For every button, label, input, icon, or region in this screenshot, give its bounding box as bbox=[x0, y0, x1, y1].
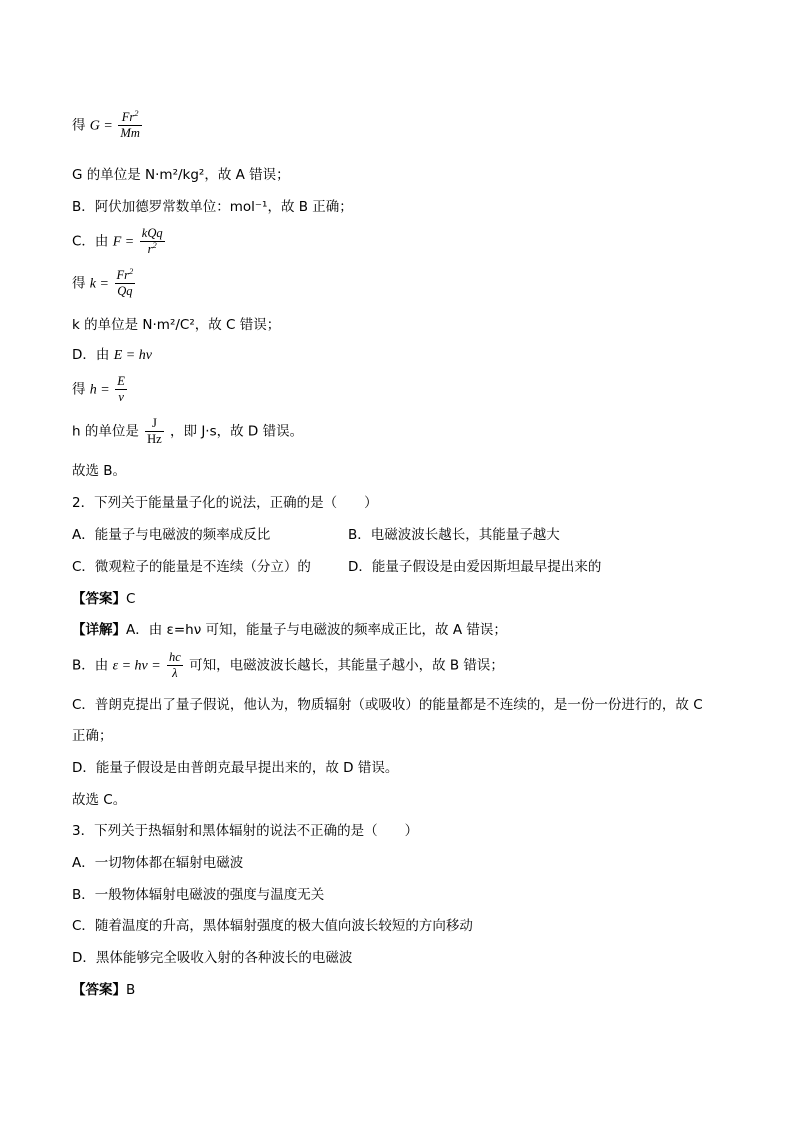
h-unit-denominator: Hz bbox=[147, 432, 162, 446]
q2-option-a: A．能量子与电磁波的频率成反比 bbox=[72, 527, 271, 543]
k-numerator: Fr bbox=[116, 268, 130, 282]
q2-stem: 2．下列关于能量量子化的说法，正确的是（ ） bbox=[72, 495, 378, 511]
prefix-text: 得 bbox=[72, 117, 86, 134]
formula-g-line bbox=[72, 107, 144, 141]
energy-denominator: λ bbox=[172, 666, 178, 680]
h-unit-numerator: J bbox=[145, 416, 164, 432]
g-symbol: G bbox=[89, 118, 100, 134]
q3-stem: 3．下列关于热辐射和黑体辐射的说法不正确的是（ ） bbox=[72, 823, 419, 839]
equals-sign: = bbox=[104, 118, 113, 134]
q2-option-c: C．微观粒子的能量是不连续（分立）的 bbox=[72, 559, 311, 575]
answer-tag: 【答案】 bbox=[72, 591, 126, 607]
k-denominator: Qq bbox=[117, 284, 133, 298]
h-denominator: ν bbox=[118, 390, 124, 404]
g-numerator: Fr bbox=[121, 110, 135, 124]
q2-detail-a bbox=[72, 621, 507, 639]
q3-option-a: A．一切物体都在辐射电磁波 bbox=[72, 855, 244, 871]
h-symbol: h bbox=[89, 382, 97, 398]
g-fraction bbox=[118, 107, 141, 141]
q2-detail-c-line1: C．普朗克提出了量子假说，他认为，物质辐射（或吸收）的能量都是不连续的，是一份一份进行的，故 C bbox=[72, 697, 703, 713]
q1-final-answer: 故选 B。 bbox=[72, 463, 127, 479]
k-fraction bbox=[115, 265, 136, 299]
q3-option-c: C．随着温度的升高，黑体辐射强度的极大值向波长较短的方向移动 bbox=[72, 918, 473, 934]
g-denominator: Mm bbox=[120, 126, 140, 140]
coulomb-numerator: kQq bbox=[141, 226, 163, 240]
answer-value: B bbox=[126, 982, 136, 998]
q2-options-row-2 bbox=[72, 558, 722, 576]
q2-answer bbox=[72, 590, 135, 608]
prefix-text: 得 bbox=[72, 275, 86, 292]
prefix-text: 得 bbox=[72, 381, 86, 398]
h-fraction bbox=[115, 374, 127, 405]
h-unit-prefix: h 的单位是 bbox=[72, 423, 139, 440]
prefix-text: B．由 bbox=[72, 657, 109, 674]
energy-equation: ε = hν = bbox=[112, 658, 161, 674]
prefix-text: D．由 bbox=[72, 347, 110, 363]
prefix-text: C．由 bbox=[72, 233, 109, 250]
q2-detail-c-line2: 正确； bbox=[72, 728, 113, 744]
g-unit-line: G 的单位是 N·m²/kg²，故 A 错误； bbox=[72, 167, 290, 183]
q2-options-row-1 bbox=[72, 526, 722, 544]
k-unit-line: k 的单位是 N·m²/C²，故 C 错误； bbox=[72, 317, 281, 333]
q3-option-d: D．黑体能够完全吸收入射的各种波长的电磁波 bbox=[72, 950, 353, 966]
h-unit-suffix: ，即 J·s，故 D 错误。 bbox=[170, 423, 304, 440]
coulomb-denominator-exp: 2 bbox=[152, 239, 157, 250]
q3-option-b: B．一般物体辐射电磁波的强度与温度无关 bbox=[72, 887, 325, 903]
h-unit-fraction bbox=[145, 416, 164, 447]
h-formula-line: 得 h = $\frac{E}{\nu}$ bbox=[72, 374, 125, 404]
detail-a-text: A．由 ε=hν 可知，能量子与电磁波的频率成正比，故 A 错误； bbox=[126, 622, 507, 638]
h-unit-line bbox=[72, 416, 303, 447]
q3-answer bbox=[72, 981, 135, 999]
g-numerator-exp: 2 bbox=[134, 107, 139, 118]
answer-value: C bbox=[126, 591, 136, 607]
k-numerator-exp: 2 bbox=[129, 265, 134, 276]
answer-tag: 【答案】 bbox=[72, 982, 126, 998]
energy-numerator: hc bbox=[168, 650, 181, 664]
q2-detail-d: D．能量子假设是由普朗克最早提出来的，故 D 错误。 bbox=[72, 760, 399, 776]
option-b-explanation: B．阿伏加德罗常数单位：mol⁻¹，故 B 正确； bbox=[72, 199, 353, 215]
h-numerator: E bbox=[117, 374, 125, 388]
detail-tag: 【详解】 bbox=[72, 622, 126, 638]
f-symbol: F bbox=[112, 234, 122, 250]
q2-option-d: D．能量子假设是由爱因斯坦最早提出来的 bbox=[348, 559, 602, 575]
coulomb-denominator: r bbox=[147, 242, 153, 256]
q2-option-b: B．电磁波波长越长，其能量子越大 bbox=[348, 527, 560, 543]
energy-fraction bbox=[167, 650, 183, 681]
q2-final-answer: 故选 C。 bbox=[72, 792, 127, 808]
k-formula-line: 得 k = $\frac{Fr^2}{Qq}$ bbox=[72, 265, 134, 298]
detail-b-suffix: 可知，电磁波波长越长，其能量子越小，故 B 错误； bbox=[189, 657, 504, 674]
q2-detail-b bbox=[72, 650, 504, 681]
coulomb-formula-line: C．由 F = $\frac{\text{kQq}}{r^2}$ bbox=[72, 226, 163, 256]
planck-equation: E = hν bbox=[113, 348, 152, 363]
coulomb-fraction bbox=[140, 226, 165, 257]
planck-formula-line bbox=[72, 346, 152, 365]
k-symbol: k bbox=[89, 276, 97, 292]
